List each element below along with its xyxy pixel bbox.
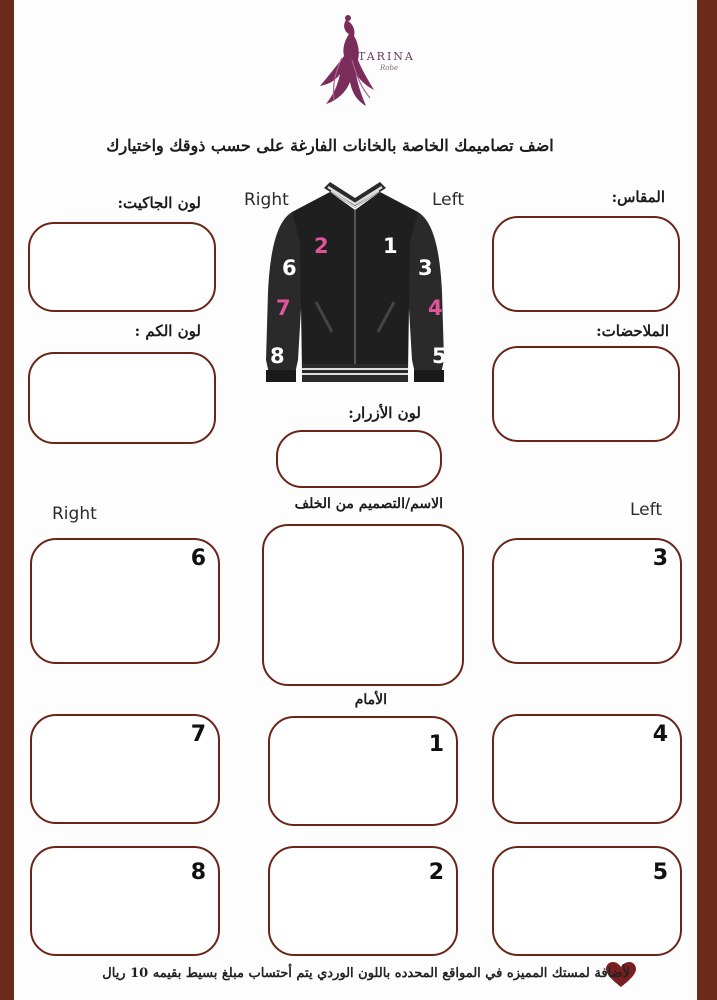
design-box-2[interactable] bbox=[268, 846, 458, 956]
brand-tagline: Robe bbox=[380, 64, 399, 72]
box-number: 7 bbox=[190, 722, 206, 747]
jacket-number-3: 3 bbox=[418, 256, 433, 280]
box-number: 1 bbox=[428, 732, 444, 757]
box-number: 3 bbox=[652, 546, 668, 571]
jacket-number-2: 2 bbox=[314, 234, 329, 258]
sleeve-color-field[interactable] bbox=[28, 352, 216, 444]
size-label: المقاس: bbox=[611, 188, 665, 206]
front-label: الأمام bbox=[354, 692, 387, 708]
jacket-color-label: لون الجاكيت: bbox=[117, 194, 201, 212]
jacket-number-6: 6 bbox=[282, 256, 297, 280]
jacket-number-8: 8 bbox=[270, 344, 285, 368]
size-field[interactable] bbox=[492, 216, 680, 312]
sleeve-color-label: لون الكم : bbox=[134, 322, 201, 340]
brand-name: TARINA bbox=[358, 50, 415, 63]
frame-left bbox=[0, 0, 14, 1000]
design-box-5[interactable] bbox=[492, 846, 682, 956]
box-number: 6 bbox=[190, 546, 206, 571]
buttons-color-label: لون الأزرار: bbox=[348, 404, 421, 422]
jacket-illustration bbox=[260, 182, 450, 396]
design-box-8[interactable] bbox=[30, 846, 220, 956]
footer-note: لأضافة لمستك المميزه في المواقع المحدده باللون الوردي يتم أحتساب مبلغ بسيط بقيمه 10 ريال bbox=[102, 966, 630, 981]
left-side-label: Left bbox=[432, 190, 464, 210]
design-box-4[interactable] bbox=[492, 714, 682, 824]
back-design-label: الاسم/التصميم من الخلف bbox=[294, 496, 443, 512]
design-box-7[interactable] bbox=[30, 714, 220, 824]
right-side-label: Right bbox=[244, 190, 289, 210]
jacket-number-4: 4 bbox=[428, 296, 443, 320]
buttons-color-field[interactable] bbox=[276, 430, 442, 488]
notes-label: الملاحضات: bbox=[596, 322, 669, 340]
right-side-label-2: Right bbox=[52, 504, 97, 524]
box-number: 5 bbox=[652, 860, 668, 885]
design-box-3[interactable] bbox=[492, 538, 682, 664]
frame-right bbox=[697, 0, 717, 1000]
notes-field[interactable] bbox=[492, 346, 680, 442]
jacket-number-7: 7 bbox=[276, 296, 291, 320]
design-box-6[interactable] bbox=[30, 538, 220, 664]
box-number: 2 bbox=[428, 860, 444, 885]
jacket-color-field[interactable] bbox=[28, 222, 216, 312]
jacket-number-5: 5 bbox=[432, 344, 447, 368]
design-box-1[interactable] bbox=[268, 716, 458, 826]
jacket-number-1: 1 bbox=[383, 234, 398, 258]
page-title: اضف تصاميمك الخاصة بالخانات الفارغة على حسب ذوقك واختيارك bbox=[106, 136, 554, 155]
box-number: 4 bbox=[652, 722, 668, 747]
box-number: 8 bbox=[190, 860, 206, 885]
left-side-label-2: Left bbox=[630, 500, 662, 520]
back-design-field[interactable] bbox=[262, 524, 464, 686]
